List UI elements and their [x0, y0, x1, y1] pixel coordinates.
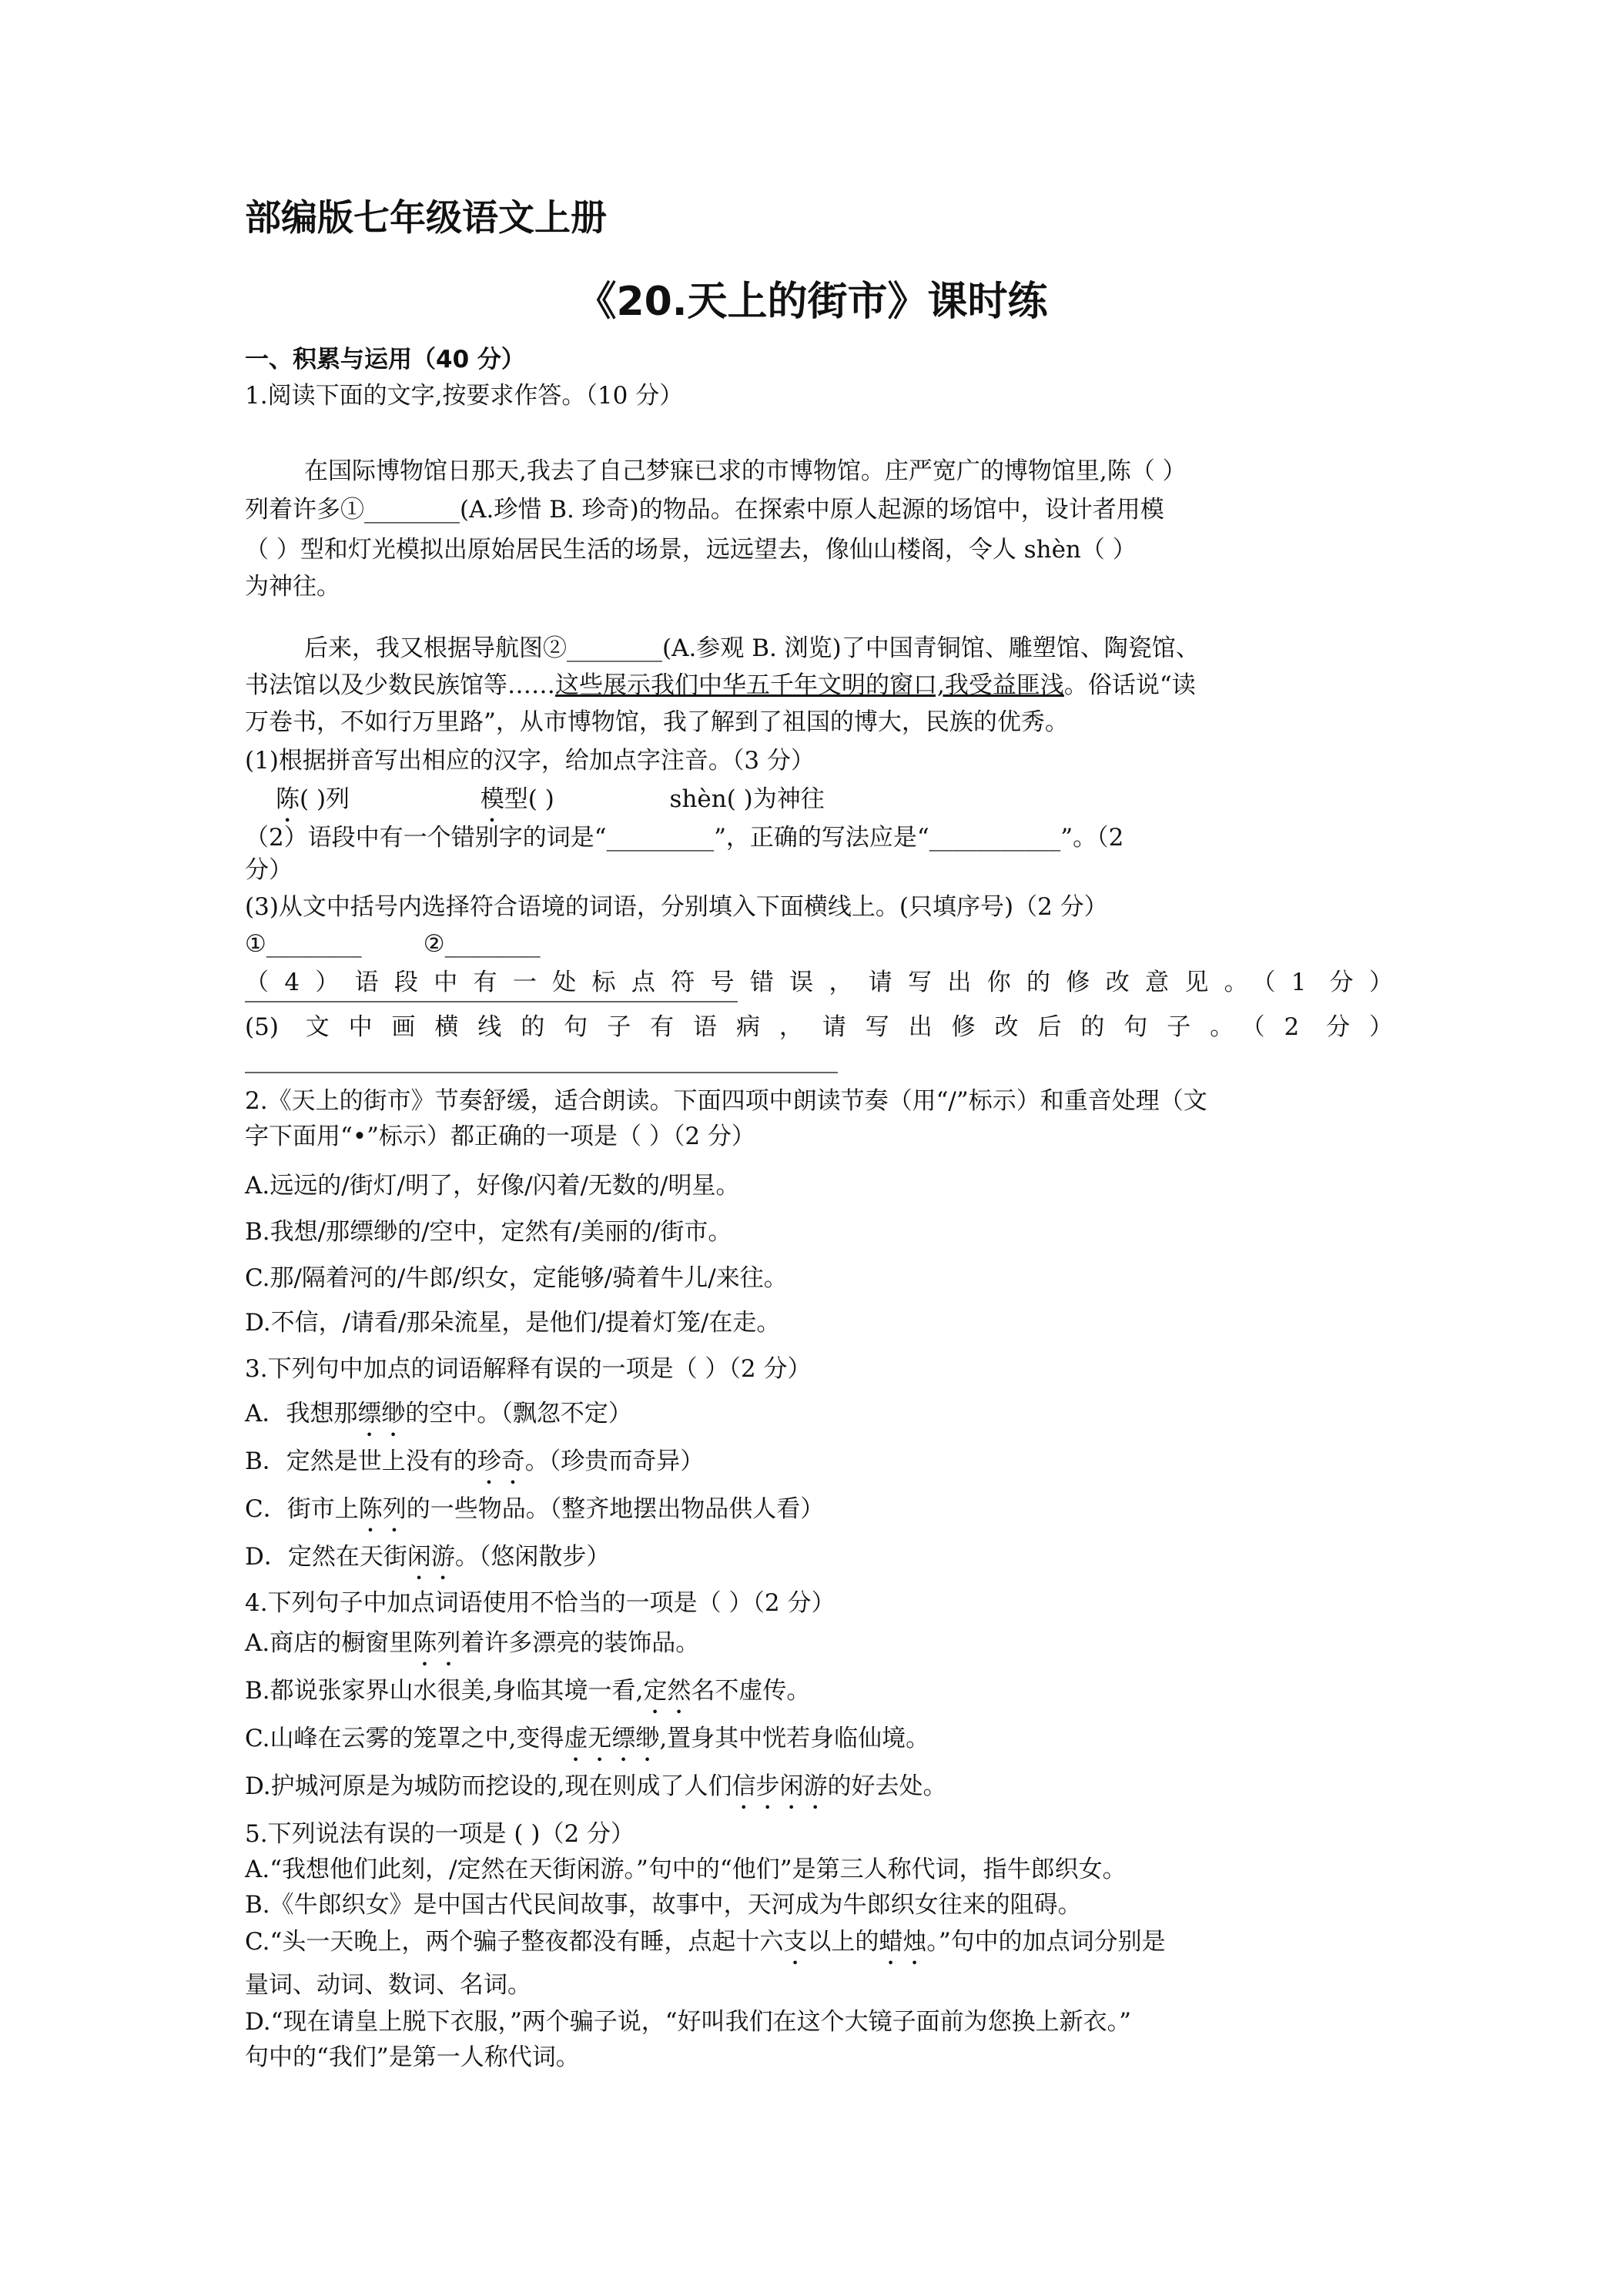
q1-passage-line: （ ）型和灯光模拟出原始居民生活的场景，远远望去，像仙山楼阁，令人 shèn（ ）	[245, 536, 1137, 564]
q1-sub3-blanks: ①________ ②________	[245, 930, 541, 958]
q1-passage-line: 在国际博物馆日那天,我去了自己梦寐已求的市博物馆。庄严宽广的博物馆里,陈（ ）	[304, 457, 1187, 485]
doc-title: 部编版七年级语文上册	[245, 197, 607, 239]
q4-option-b: B.都说张家界山水很美,身临其境一看,定然名不虚传。	[245, 1677, 811, 1705]
q3-option-a: A．我想那缥缈的空中。（飘忽不定）	[245, 1400, 632, 1427]
q4-option-d: D.护城河原是为城防而挖设的,现在则成了人们信步闲游的好去处。	[245, 1772, 947, 1800]
q2-stem: 2.《天上的街市》节奏舒缓，适合朗读。下面四项中朗读节奏（用“/”标示）和重音处理（文	[245, 1087, 1207, 1115]
q1-sub3: (3)从文中括号内选择符合语境的词语，分别填入下面横线上。(只填序号)（2 分）	[245, 893, 1108, 921]
q1-stem: 1.阅读下面的文字,按要求作答。（10 分）	[245, 382, 684, 410]
q1-passage-line: 后来，我又根据导航图②________(A.参观 B. 浏览)了中国青铜馆、雕塑馆、陶瓷馆、	[304, 634, 1200, 662]
answer-line[interactable]	[245, 1001, 738, 1002]
q1-passage-line: 列着许多①________(A.珍惜 B. 珍奇)的物品。在探索中原人起源的场馆中，设计者用模	[245, 496, 1164, 524]
q2-option-c: C.那/隔着河的/牛郎/织女，定能够/骑着牛儿/来往。	[245, 1264, 788, 1292]
pinyin-item: shèn( )为神往	[669, 785, 825, 813]
q1-sub5: (5) 文中画横线的句子有语病，请写出修改后的句子。（2 分）	[245, 1013, 1393, 1041]
q1-sub4: （4）语段中有一处标点符号错误，请写出你的修改意见。（1 分）	[245, 969, 1393, 996]
q3-option-c: C．街市上陈列的一些物品。（整齐地摆出物品供人看）	[245, 1495, 825, 1523]
q1-sub2-cont: 分）	[245, 856, 293, 884]
q1-sub1: (1)根据拼音写出相应的汉字，给加点字注音。（3 分）	[245, 747, 815, 775]
q2-option-a: A.远远的/街灯/明了，好像/闪着/无数的/明星。	[245, 1172, 740, 1200]
q5-option-d: D.“现在请皇上脱下衣服，”两个骗子说，“好叫我们在这个大镜子面前为您换上新衣。”	[245, 2008, 1131, 2036]
dotted-char: 陈	[276, 785, 300, 813]
section-heading: 一、积累与运用（40 分）	[245, 346, 525, 373]
q5-option-a: A.“我想他们此刻，/定然在天街闲游。”句中的“他们”是第三人称代词，指牛郎织女。	[245, 1856, 1127, 1883]
q5-option-d-cont: 句中的“我们”是第一人称代词。	[245, 2043, 580, 2071]
underlined-sentence: 这些展示我们中华五千年文明的窗口,我受益匪浅	[555, 671, 1064, 699]
q1-passage-line: 书法馆以及少数民族馆等……这些展示我们中华五千年文明的窗口,我受益匪浅。俗话说“读	[245, 671, 1196, 699]
lesson-title: 《20.天上的街市》课时练	[576, 279, 1048, 325]
q1-passage-line: 万卷书，不如行万里路”，从市博物馆，我了解到了祖国的博大，民族的优秀。	[245, 708, 1069, 736]
q1-sub1-items: 陈( )列 模型( ) shèn( )为神往	[276, 785, 825, 813]
q5-option-c-cont: 量词、动词、数词、名词。	[245, 1971, 531, 1999]
q1-sub2: （2）语段中有一个错别字的词是“_________”，正确的写法应是“___________”。（2	[245, 824, 1124, 852]
q2-option-d: D.不信，/请看/那朵流星，是他们/提着灯笼/在走。	[245, 1309, 781, 1337]
q2-stem-cont: 字下面用“•”标示）都正确的一项是（ ）（2 分）	[245, 1123, 755, 1150]
dotted-char: 模	[480, 785, 504, 813]
q3-option-d: D．定然在天街闲游。（悠闲散步）	[245, 1543, 611, 1571]
q3-stem: 3.下列句中加点的词语解释有误的一项是（ ）（2 分）	[245, 1355, 812, 1383]
q4-stem: 4.下列句子中加点词语使用不恰当的一项是（ ）（2 分）	[245, 1589, 835, 1617]
q5-stem: 5.下列说法有误的一项是 ( )（2 分）	[245, 1820, 635, 1848]
q4-option-c: C.山峰在云雾的笼罩之中,变得虚无缥缈,置身其中恍若身临仙境。	[245, 1725, 930, 1752]
q2-option-b: B.我想/那缥缈的/空中，定然有/美丽的/街市。	[245, 1218, 732, 1246]
q4-option-a: A.商店的橱窗里陈列着许多漂亮的装饰品。	[245, 1629, 700, 1657]
q5-option-b: B.《牛郎织女》是中国古代民间故事，故事中，天河成为牛郎织女往来的阻碍。	[245, 1891, 1082, 1919]
q3-option-b: B．定然是世上没有的珍奇。（珍贵而奇异）	[245, 1448, 705, 1475]
q5-option-c: C.“头一天晚上，两个骗子整夜都没有睡，点起十六支以上的蜡烛。”句中的加点词分别是	[245, 1928, 1166, 1956]
q1-passage-line: 为神往。	[245, 573, 340, 601]
answer-line[interactable]	[245, 1072, 838, 1073]
